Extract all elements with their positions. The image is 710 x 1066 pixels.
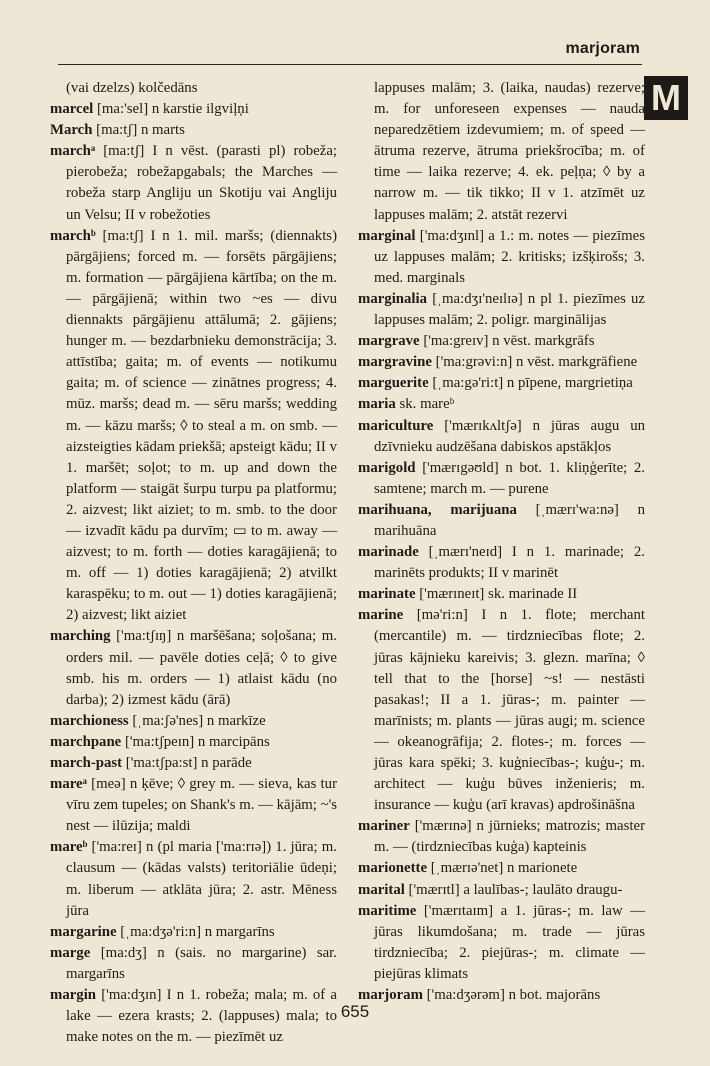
dictionary-entry <box>358 880 645 901</box>
entry-headword: marigold <box>358 459 416 476</box>
dictionary-entry <box>50 99 337 120</box>
dictionary-entry <box>50 922 337 943</box>
entry-headword: marionette <box>358 860 428 877</box>
dictionary-entry <box>50 141 337 225</box>
running-head: marjoram <box>565 40 640 57</box>
dictionary-entry <box>358 858 645 879</box>
entry-definition: ['ma:tʃpeɪn] n marcipāns <box>121 733 270 750</box>
dictionary-entry <box>358 605 645 816</box>
entry-headword: mariner <box>358 818 410 835</box>
entry-definition: ['mærɪneɪt] sk. marinade II <box>415 586 578 603</box>
dictionary-entry <box>50 626 337 710</box>
entry-definition: ['mærɪgəʊld] n bot. 1. kliņģerīte; 2. samtene; march m. — purene <box>374 459 645 497</box>
entry-headword: marchᵇ <box>50 227 96 244</box>
dictionary-entry <box>50 732 337 753</box>
entry-headword: mariculture <box>358 417 434 434</box>
dictionary-entry <box>50 120 337 141</box>
entry-definition: ['ma:dʒɪnl] a 1.: m. notes — piezīmes uz lappuses malām; 2. kritisks; izšķirošs; 3. med. marginals <box>374 227 645 286</box>
dictionary-entry <box>50 711 337 732</box>
entry-definition: ['mærɪtaɪm] a 1. jūras-; m. law — jūras likumdošana; m. trade — jūras tirdzniecība; 2. piejūras-; m. climate — piejūras klimats <box>374 902 645 982</box>
dictionary-entry <box>358 289 645 331</box>
entry-definition: ['ma:grəvi:n] n vēst. markgrāfiene <box>431 354 638 371</box>
entry-headword: marihuana, marijuana <box>358 501 517 518</box>
entry-definition: [ma:tʃ] I n vēst. (parasti pl) robeža; pierobeža; robežapgabals; the Marches — robeža starp Angliju un Skotiju vai Angliju un Velsu; II v robežoties <box>66 143 337 223</box>
dictionary-entry <box>358 416 645 458</box>
entry-headword: marcel <box>50 101 94 118</box>
entry-headword: marginal <box>358 227 416 244</box>
entry-definition: [ma:'sel] n karstie ilgviļņi <box>93 101 249 118</box>
entry-headword: marchpane <box>50 733 122 750</box>
entry-headword: mareᵃ <box>50 776 87 793</box>
entry-headword: marital <box>358 881 405 898</box>
entry-headword: marjoram <box>358 987 423 1004</box>
entry-definition: [ˌma:dʒɪ'neɪlɪə] n pl 1. piezīmes uz lappuses malām; 2. poligr. marginālijas <box>374 290 645 329</box>
entry-definition: ['ma:dʒərəm] n bot. majorāns <box>422 987 601 1004</box>
dictionary-entry <box>358 816 645 858</box>
left-column <box>50 78 337 1048</box>
entry-definition: [ˌma:gə'ri:t] n pīpene, margrietiņa <box>428 375 633 392</box>
dictionary-entry <box>358 500 645 542</box>
entry-definition: ['ma:dʒɪn] I n 1. robeža; mala; m. of a lake — ezera krasts; 2. (lappuses) mala; to make notes on the m. — piezīmēt uz <box>66 987 337 1046</box>
entry-definition: [ˌmærɪ'neɪd] I n 1. marinade; 2. marinēts produkts; II v marinēt <box>374 544 645 582</box>
header-rule <box>58 64 642 65</box>
entry-definition: ['mærɪnə] n jūrnieks; matrozis; master m. — (tirdzniecības kuģa) kapteinis <box>374 818 645 856</box>
entry-definition: (vai dzelzs) kolčedāns <box>66 80 198 96</box>
dictionary-entry <box>50 774 337 837</box>
entry-headword: marine <box>358 607 404 624</box>
page-number: 655 <box>340 1002 370 1021</box>
entry-headword: marchᵃ <box>50 143 96 160</box>
entry-definition: [meə] n ķēve; ◊ grey m. — sieva, kas tur vīru zem tupeles; on Shank's m. — kājām; ~'s nest — ilūzija; maldi <box>66 776 338 835</box>
entry-headword: marge <box>50 944 91 961</box>
dictionary-entry <box>358 352 645 373</box>
entry-headword: marguerite <box>358 375 429 392</box>
entry-definition: [ma:tʃ] I n 1. mil. maršs; (diennakts) pārgājiens; forced m. — forsēts pārgājiens; m. formation — pārgājiena kārtība; on the m. — pārgājienā; within two ~es — divu diennakts pārgājienu attālumā; 2. gājiens; hunger m. — bezdarbnieku demonstrācija; 3. attīstība; gaita; m. of events — notikumu gaita; m. of science — zinātnes progress; 4. mūz. maršs; dead m. — sēru maršs; wedding m. — kāzu maršs; ◊ to steal a m. on smb. — aizsteigties kādam priekšā; apsteigt kādu; II v 1. maršēt; soļot; to m. up and down the platform — staigāt šurpu turpu pa platformu; 2. aizvest; likt aiziet; to m. smb. to the door — izvadīt kādu pa durvīm; ▭ to m. away — aizvest; to m. forth — doties karagājienā; to m. off — 1) doties karagājienā; 2) atvilkt karaspēku; to m. out — 1) doties karagājienā; 2) aizvest; likt aiziet <box>66 227 337 624</box>
dictionary-entry <box>358 542 645 584</box>
entry-definition: [ma:tʃ] n marts <box>92 122 185 139</box>
entry-definition: [mə'ri:n] I n 1. flote; merchant (mercantile) m. — tirdzniecības flote; 2. jūras kājnieku kareivis; 3. glezn. marīna; ◊ tell that to the [horse] ~s! — nestāsti pasakas!; II a 1. jūras-; m. painter — marīnists; m. plants — jūras augi; m. science — okeanogrāfija; 2. flotes-; m. forces — jūras kara spēki; 3. kuģniecības-; kuģu-; m. architect — kuģu būves inženieris; m. insurance — kuģu (arī kravas) apdrošināšna <box>374 607 645 814</box>
entry-definition: [ˌmærɪ'wa:nə] n marihuāna <box>374 501 645 539</box>
dictionary-entry <box>358 78 645 226</box>
entry-headword: margin <box>50 987 97 1004</box>
entry-definition: sk. mareᵇ <box>395 396 455 413</box>
dictionary-entry <box>50 78 337 99</box>
entry-headword: marinade <box>358 544 419 561</box>
entry-definition: ['mærɪtl] a laulības-; laulāto draugu- <box>404 881 623 898</box>
entry-definition: [ma:dʒ] n (sais. no margarine) sar. margarīns <box>66 944 337 982</box>
entry-headword: march-past <box>50 755 123 771</box>
entry-definition: lappuses malām; 3. (laika, naudas) rezerve; m. for unforeseen expenses — nauda neparedzētiem izdevumiem; m. of speed — ātruma rezerve, ātruma priekšrocība; m. of time — laika rezerve; 4. ek. peļņa; ◊ by a narrow m. — tik tikko; II v 1. atzīmēt uz lappuses malām; 2. atstāt rezervi <box>374 80 645 223</box>
right-column <box>358 78 645 1006</box>
entry-definition: ['mærɪkʌltʃə] n jūras augu un dzīvnieku audzēšana dabiskos apstākļos <box>374 417 645 455</box>
entry-headword: margarine <box>50 923 117 940</box>
entry-definition: [ˌmærɪə'net] n marionete <box>427 860 578 877</box>
dictionary-entry <box>358 373 645 394</box>
entry-headword: marchioness <box>50 712 129 729</box>
entry-headword: March <box>50 122 93 139</box>
entry-definition: ['ma:greɪv] n vēst. markgrāfs <box>419 333 595 350</box>
thumb-index-letter: M <box>644 76 688 120</box>
entry-definition: [ˌma:ʃə'nes] n markīze <box>128 712 266 729</box>
entry-definition: ['ma:tʃpa:st] n parāde <box>122 755 252 771</box>
entry-headword: marinate <box>358 586 416 603</box>
entry-definition: ['ma:reɪ] n (pl maria ['ma:rɪə]) 1. jūra; m. clausum — (kādas valsts) teritoriālie ūdeņi; m. liberum — atklāta jūra; 2. astr. Mēness jūra <box>66 839 337 919</box>
dictionary-entry <box>358 331 645 352</box>
entry-headword: maria <box>358 396 396 413</box>
entry-headword: margrave <box>358 333 420 350</box>
dictionary-entry <box>358 394 645 415</box>
entry-headword: marginalia <box>358 290 428 307</box>
dictionary-entry <box>358 901 645 985</box>
entry-headword: margravine <box>358 354 432 371</box>
entry-headword: marching <box>50 628 111 645</box>
entry-definition: ['ma:tʃɪŋ] n maršēšana; soļošana; m. orders mil. — pavēle doties ceļā; ◊ to give smb. his m. orders — 1) atlaist kādu (no darba); 2) izmest kādu (ārā) <box>66 628 337 708</box>
dictionary-entry <box>50 943 337 985</box>
dictionary-entry <box>50 753 337 774</box>
dictionary-entry <box>50 837 337 921</box>
dictionary-entry <box>358 458 645 500</box>
dictionary-entry <box>50 226 337 627</box>
entry-headword: maritime <box>358 902 417 919</box>
dictionary-entry <box>358 226 645 289</box>
dictionary-entry <box>358 584 645 605</box>
entry-headword: mareᵇ <box>50 839 88 856</box>
entry-definition: [ˌma:dʒə'ri:n] n margarīns <box>116 923 275 940</box>
